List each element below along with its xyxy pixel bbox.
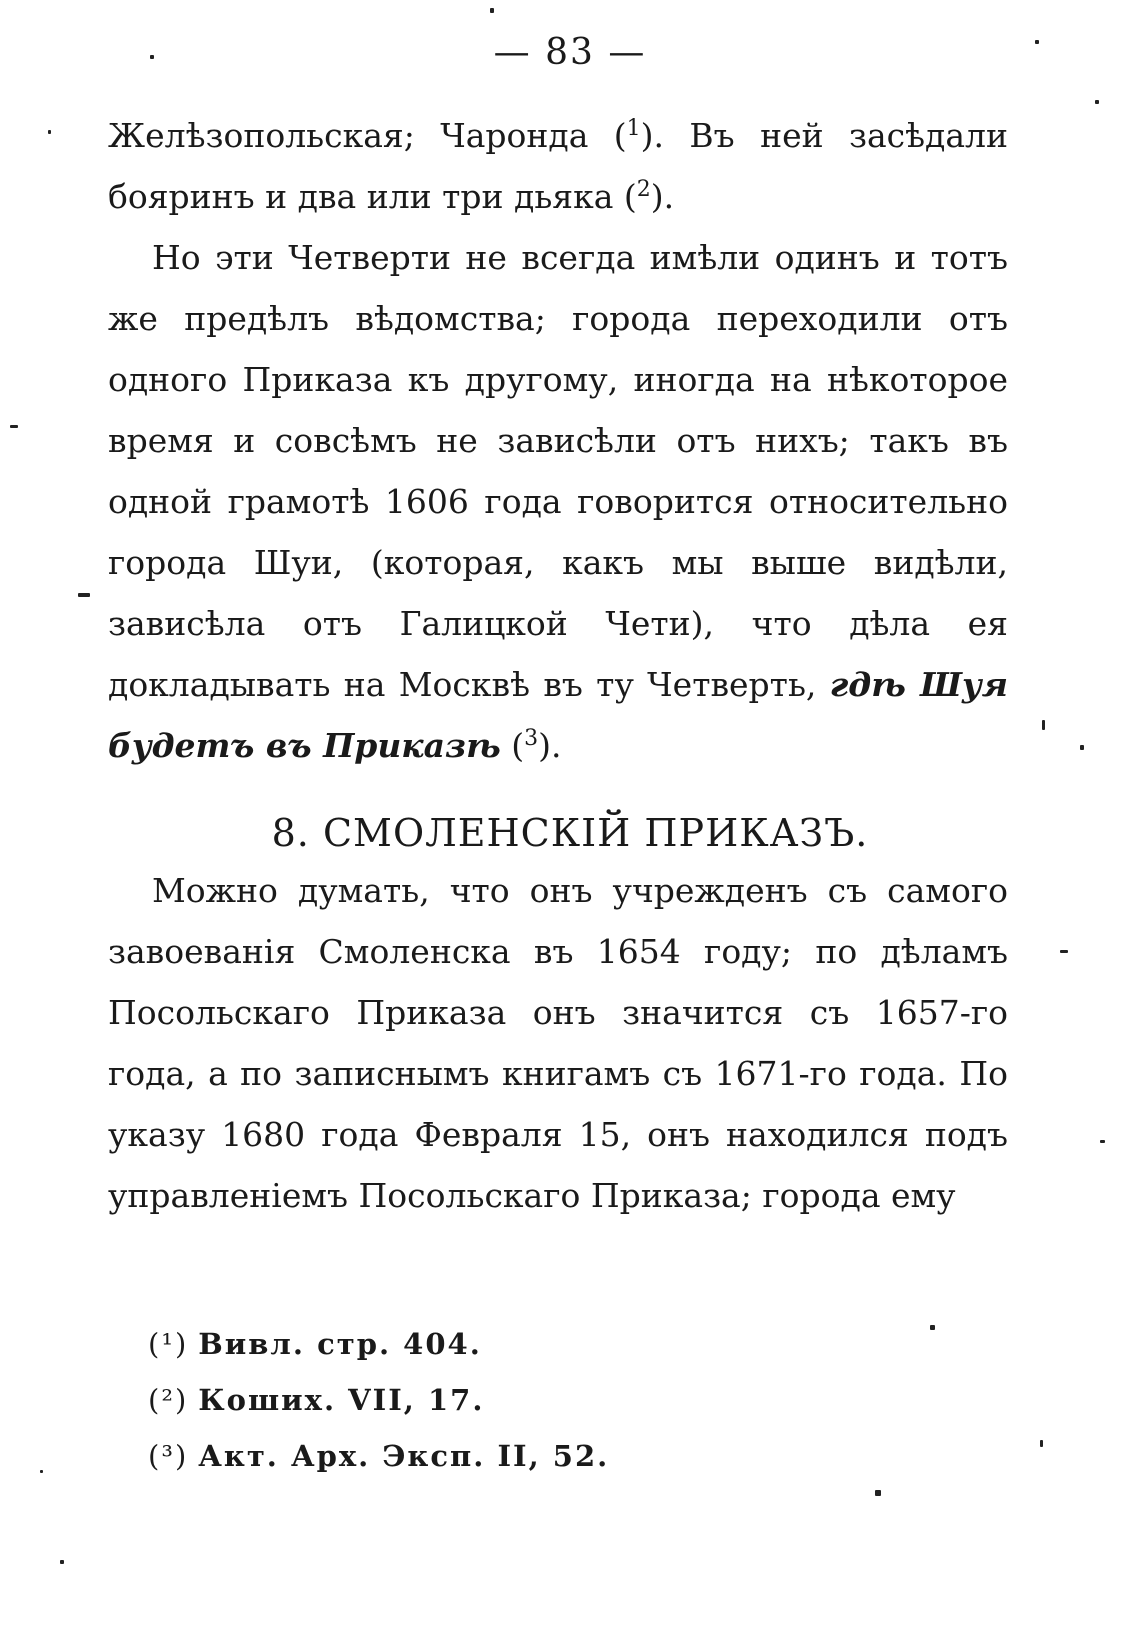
footnote-marker: (²): [148, 1383, 189, 1417]
footnote-text: Коших. VII, 17.: [198, 1383, 485, 1417]
footnote: [148, 1316, 948, 1372]
scan-speck: [1035, 40, 1039, 44]
top-text-block: [108, 105, 1008, 776]
scan-speck: [875, 1490, 881, 1496]
scan-speck: [48, 130, 51, 134]
scan-speck: [78, 593, 90, 597]
scan-speck: [930, 1325, 935, 1330]
scan-speck: [490, 8, 494, 13]
footnote: [148, 1428, 948, 1484]
scan-speck: [10, 425, 18, 428]
scan-speck: [1095, 100, 1099, 104]
scan-speck: [1080, 745, 1084, 750]
section-text-block: [108, 860, 1008, 1226]
paragraph: Можно думать, что онъ учрежденъ съ самого завоеванія Смоленска въ 1654 году; по дѣламъ Посольскаго Приказа онъ значится съ 1657-го года, а по записнымъ книгамъ съ 1671-го года. По указу 1680 года Февраля 15, онъ находился подъ управленіемъ Посольскаго Приказа; города ему: [108, 871, 1008, 1215]
scan-speck: [150, 55, 154, 59]
text-run: Но эти Четверти не всегда имѣли одинъ и тотъ же предѣлъ вѣдомства; города переходили отъ одного Приказа къ другому, иногда на нѣкоторое время и совсѣмъ не зависѣли отъ нихъ; такъ въ одной грамотѣ 1606 года говорится относительно города Шуи, (которая, какъ мы выше видѣли, зависѣла отъ Галицкой Чети), что дѣла ея докладывать на Москвѣ въ ту Четверть,: [108, 238, 1008, 704]
text-run: (: [500, 726, 525, 765]
text-run: ).: [650, 177, 675, 216]
footnote-marker: (³): [148, 1439, 189, 1473]
scan-speck: [1060, 950, 1068, 953]
footnote-reference: 2: [636, 177, 651, 202]
text-run: ).: [538, 726, 562, 765]
section-heading: 8. СМОЛЕНСКІЙ ПРИКАЗЪ.: [271, 811, 869, 855]
footnote-marker: (¹): [148, 1327, 189, 1361]
text-run: ). Въ ней засѣдали бояринъ и два или три дьяка (: [108, 116, 1008, 216]
scan-speck: [1040, 1440, 1043, 1447]
footnote-reference: 1: [626, 116, 641, 141]
paragraph: [108, 227, 1008, 776]
footnotes: [148, 1316, 948, 1484]
scan-speck: [40, 1470, 43, 1473]
scan-speck: [60, 1560, 64, 1564]
scan-speck: [1100, 1140, 1105, 1143]
italic-quote: гдѣ Шуя будетъ въ Приказѣ: [108, 665, 1009, 765]
page-number: — 83 —: [493, 32, 647, 73]
paragraph-continuation: [108, 105, 1008, 227]
footnote: [148, 1372, 948, 1428]
footnote-reference: 3: [524, 726, 539, 751]
scan-speck: [1042, 720, 1045, 730]
footnote-text: Акт. Арх. Эксп. II, 52.: [198, 1439, 610, 1473]
text-run: Желѣзопольская; Чаронда (: [108, 116, 627, 155]
footnote-text: Вивл. стр. 404.: [198, 1327, 482, 1361]
